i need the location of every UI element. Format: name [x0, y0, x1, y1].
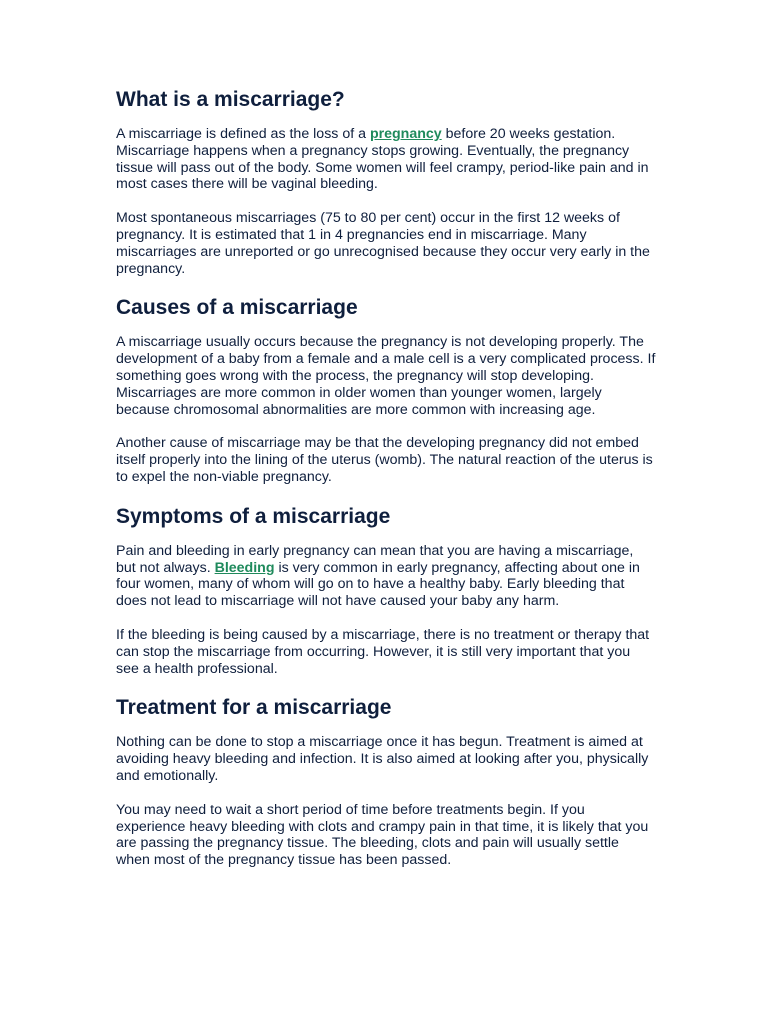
heading-treatment: Treatment for a miscarriage: [116, 696, 392, 720]
paragraph-statistics: Most spontaneous miscarriages (75 to 80 per cent) occur in the first 12 weeks of pregnancy. It is estimated that 1 in 4 pregnancies end in miscarriage. Many miscarriages are unreported or go unrecognised because they occur very early in the pregnancy.: [116, 210, 650, 277]
paragraph-causes-development: A miscarriage usually occurs because the pregnancy is not developing properly. The development of a baby from a female and a male cell is a very complicated process. If something goes wrong with the process, the pregnancy will stop developing. Miscarriages are more common in older women than younger women, largely because chromosomal abnormalities are more common with increasing age.: [116, 334, 656, 418]
paragraph-text: Pain and bleeding in early pregnancy can mean that you are having a miscarriage, but not always.: [116, 542, 634, 576]
paragraph-causes-embedding: Another cause of miscarriage may be that the developing pregnancy did not embed itself properly into the lining of the uterus (womb). The natural reaction of the uterus is to expel the non-viable pregnancy.: [116, 435, 653, 485]
heading-causes: Causes of a miscarriage: [116, 296, 358, 320]
heading-what-is-miscarriage: What is a miscarriage?: [116, 88, 345, 111]
pregnancy-link[interactable]: pregnancy: [369, 126, 442, 142]
section-causes: [116, 294, 656, 485]
section-treatment: [116, 694, 656, 869]
section-what-is: [116, 86, 656, 277]
bleeding-link[interactable]: Bleeding: [214, 559, 275, 576]
section-symptoms: [116, 503, 656, 678]
document-page: [116, 86, 656, 886]
paragraph-text: A miscarriage is defined as the loss of a: [116, 126, 370, 142]
paragraph-treatment-aims: Nothing can be done to stop a miscarriage once it has begun. Treatment is aimed at avoiding heavy bleeding and infection. It is also aimed at looking after you, physically and emotionally.: [116, 734, 649, 784]
paragraph-treatment-waiting: You may need to wait a short period of time before treatments begin. If you experience heavy bleeding with clots and crampy pain in that time, it is likely that you are passing the pregnancy tissue. The bleeding, clots and pain will usually settle when most of the pregnancy tissue has been passed.: [116, 801, 649, 869]
paragraph-symptoms-bleeding: [116, 543, 656, 610]
paragraph-text: is very common in early pregnancy, affecting about one in four women, many of whom will go on to have a healthy baby. Early bleeding that does not lead to miscarriage will not have caused your baby any harm.: [116, 559, 640, 610]
paragraph-text: before 20 weeks gestation. Miscarriage happens when a pregnancy stops growing. Eventually, the pregnancy tissue will pass out of the body. Some women will feel crampy, period-like pain and in most cases there will be vaginal bleeding.: [116, 126, 649, 193]
paragraph-definition: [116, 126, 656, 193]
heading-symptoms: Symptoms of a miscarriage: [116, 504, 391, 528]
paragraph-symptoms-treatment-note: If the bleeding is being caused by a miscarriage, there is no treatment or therapy that can stop the miscarriage from occurring. However, it is still very important that you see a health professional.: [116, 626, 650, 677]
